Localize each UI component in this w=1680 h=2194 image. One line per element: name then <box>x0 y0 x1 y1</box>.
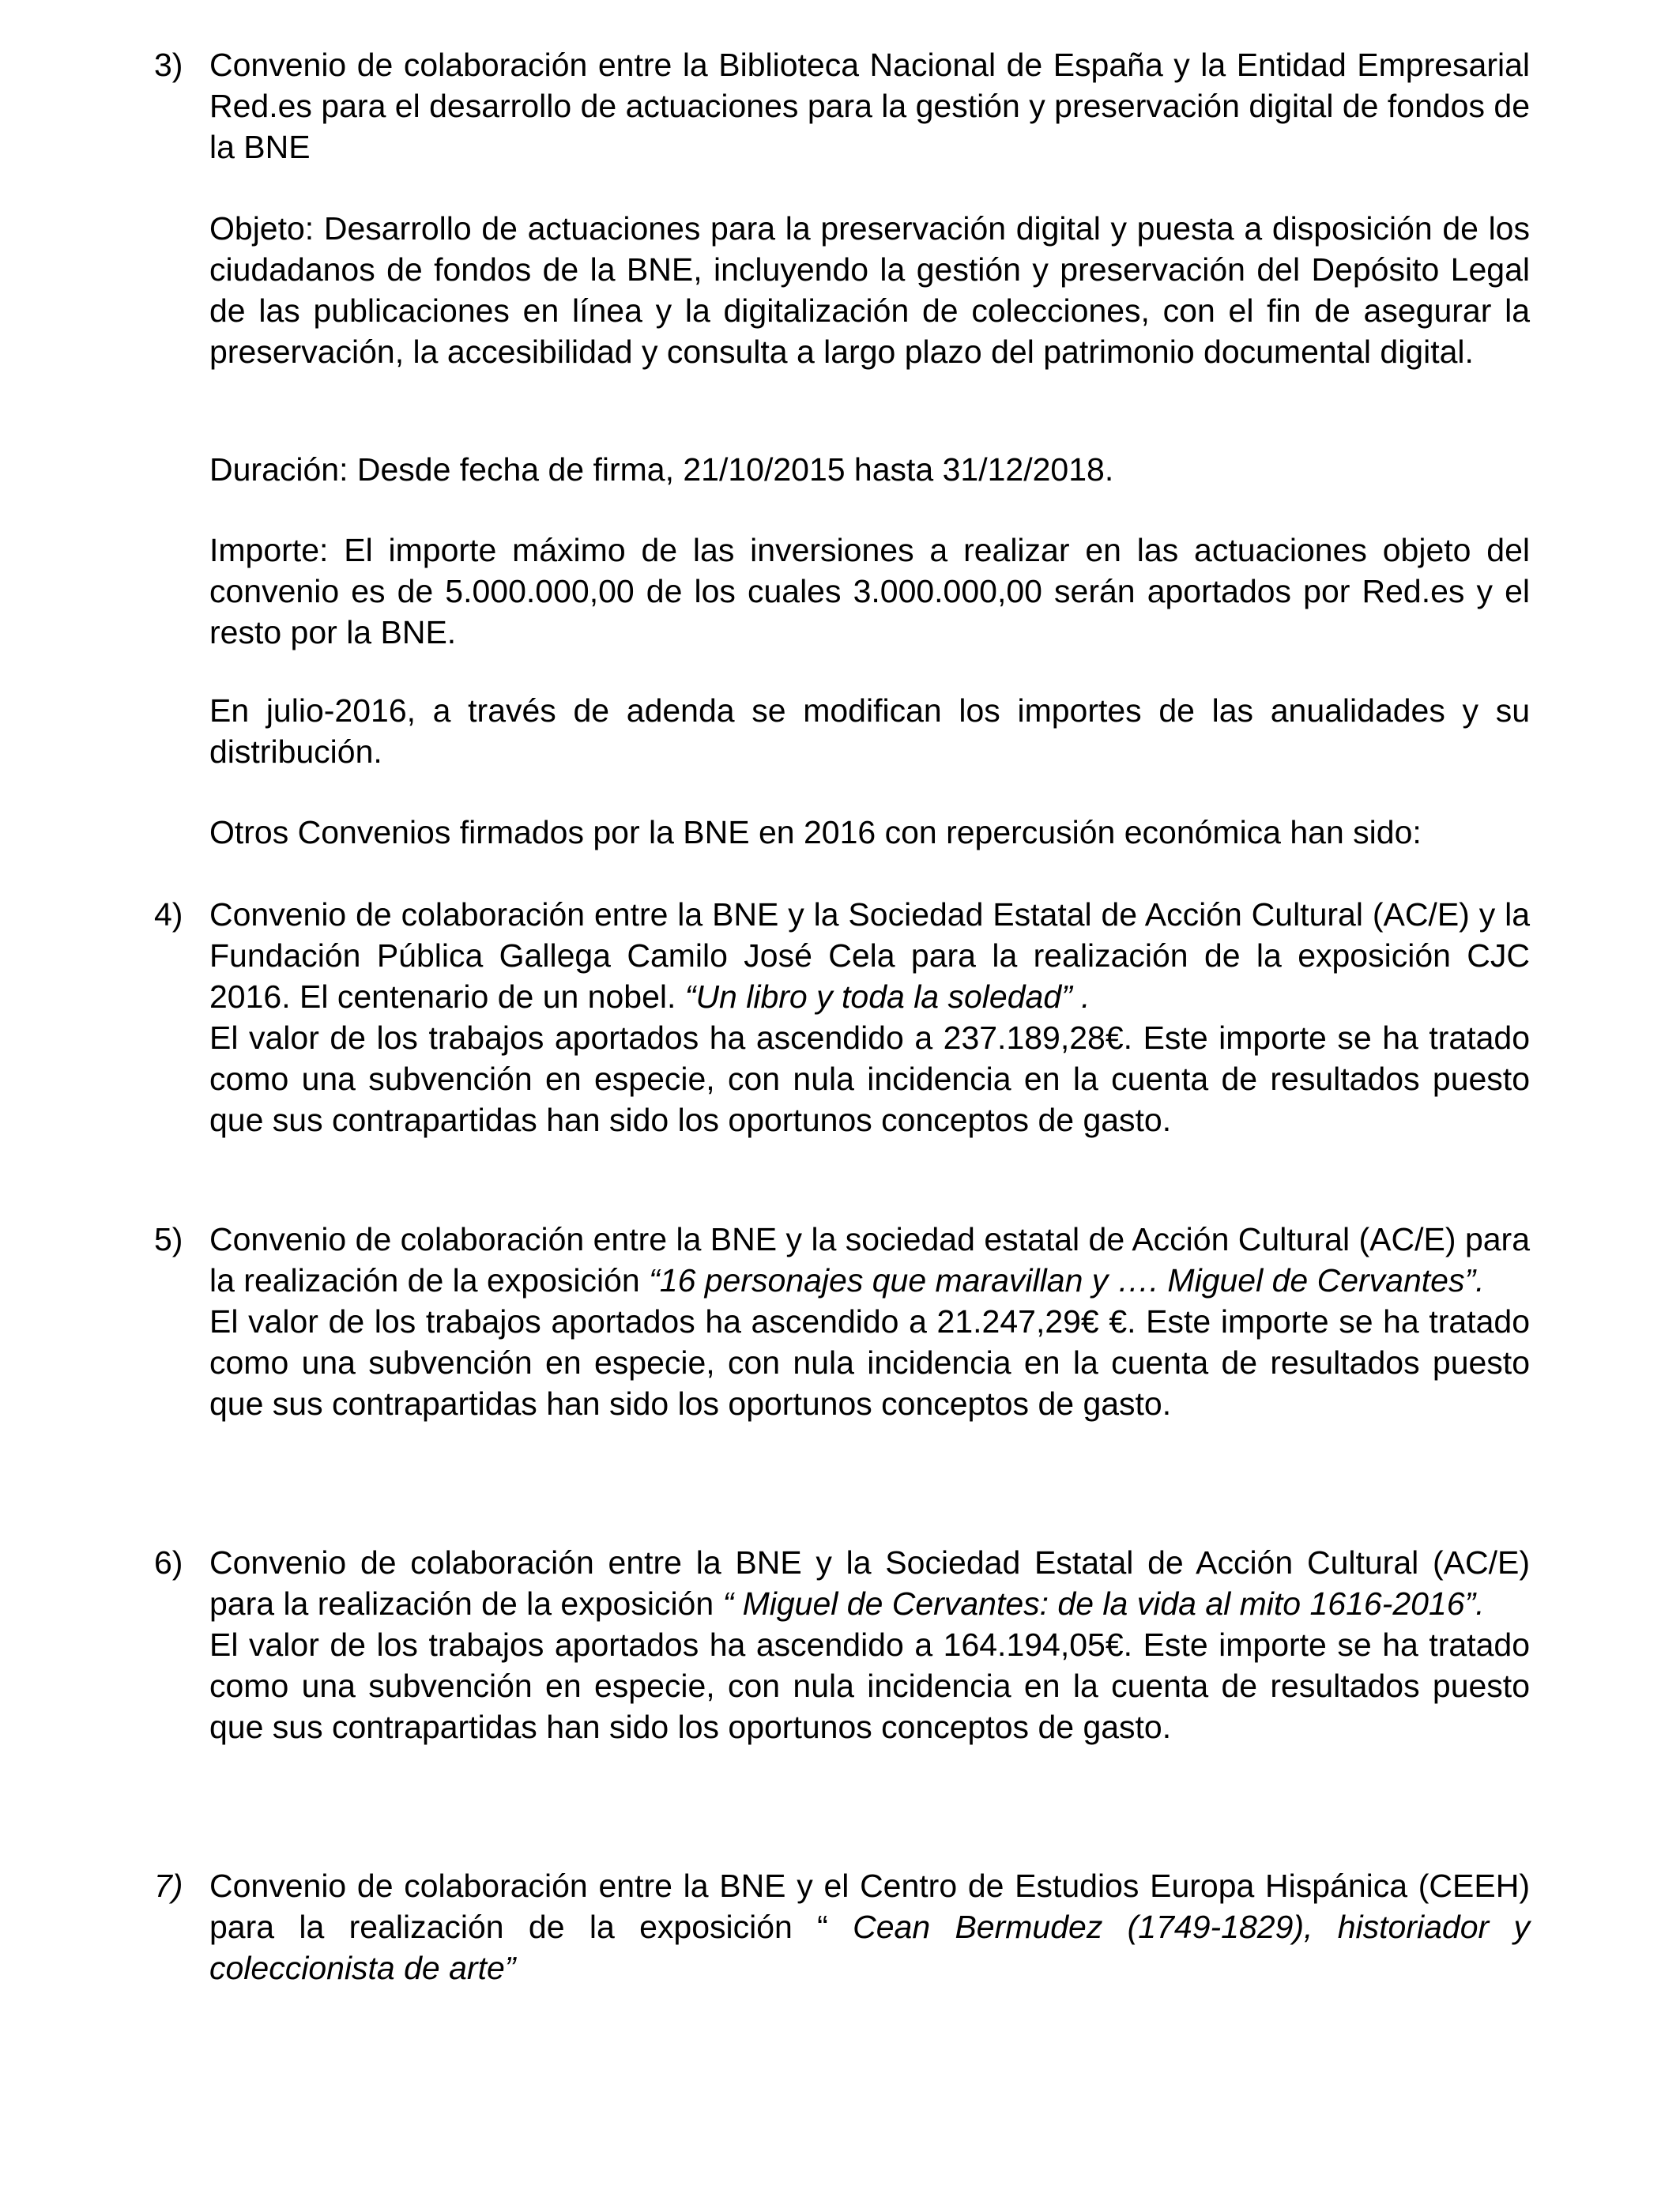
item-6-description: Convenio de colaboración entre la BNE y la Sociedad Estatal de Acción Cultural (AC/E) para la realización de la exposición <box>209 1544 1530 1622</box>
item-3-title: Convenio de colaboración entre la Biblioteca Nacional de España y la Entidad Empresarial Red.es para el desarrollo de actuaciones para la gestión y preservación digital de fondos de la BNE <box>209 47 1530 165</box>
list-item-5 <box>154 1219 1530 1424</box>
item-7-text <box>209 1865 1530 1989</box>
item-4-valor: El valor de los trabajos aportados ha ascendido a 237.189,28€. Este importe se ha tratado como una subvención en especie, con nula incidencia en la cuenta de resultados puesto que sus contrapartidas han sido los oportunos conceptos de gasto. <box>209 1020 1530 1138</box>
item-4-text <box>209 894 1530 1017</box>
list-item-6 <box>154 1542 1530 1747</box>
item-number: 6) <box>154 1544 183 1581</box>
item-3-importe: Importe: El importe máximo de las inversiones a realizar en las actuaciones objeto del convenio es de 5.000.000,00 de los cuales 3.000.000,00 serán aportados por Red.es y el resto por la BNE. <box>209 532 1530 650</box>
item-5-text <box>209 1219 1530 1301</box>
item-6-text <box>209 1542 1530 1624</box>
item-6-valor: El valor de los trabajos aportados ha ascendido a 164.194,05€. Este importe se ha tratado como una subvención en especie, con nula incidencia en la cuenta de resultados puesto que sus contrapartidas han sido los oportunos conceptos de gasto. <box>209 1627 1530 1745</box>
item-7-description: Convenio de colaboración entre la BNE y el Centro de Estudios Europa Hispánica (CEEH) para la realización de la exposición “ <box>209 1868 1530 1945</box>
item-number: 4) <box>154 896 183 933</box>
intro-otros-convenios: Otros Convenios firmados por la BNE en 2016 con repercusión económica han sido: <box>209 814 1422 850</box>
item-7-exhibition-title: Cean Bermudez (1749-1829), historiador y coleccionista de arte” <box>209 1909 1530 1986</box>
item-number: 5) <box>154 1221 183 1257</box>
item-number: 7) <box>154 1868 183 1904</box>
list-item-3 <box>154 44 1530 168</box>
item-4-description: Convenio de colaboración entre la BNE y la Sociedad Estatal de Acción Cultural (AC/E) y la Fundación Pública Gallega Camilo José Cela para la realización de la exposición CJC 2016. El centenario de un nobel. <box>209 896 1530 1015</box>
item-3-adenda: En julio-2016, a través de adenda se modifican los importes de las anualidades y su distribución. <box>209 692 1530 770</box>
item-4-exhibition-title: “Un libro y toda la soledad” . <box>684 978 1090 1015</box>
item-5-valor: El valor de los trabajos aportados ha ascendido a 21.247,29€ €. Este importe se ha tratado como una subvención en especie, con nula incidencia en la cuenta de resultados puesto que sus contrapartidas han sido los oportunos conceptos de gasto. <box>209 1303 1530 1422</box>
item-5-description: Convenio de colaboración entre la BNE y la sociedad estatal de Acción Cultural (AC/E) para la realización de la exposición <box>209 1221 1530 1299</box>
item-3-objeto: Objeto: Desarrollo de actuaciones para la preservación digital y puesta a disposición de los ciudadanos de fondos de la BNE, incluyendo la gestión y preservación del Depósito Legal de las publicaciones en línea y la digitalización de colecciones, con el fin de asegurar la preservación, la accesibilidad y consulta a largo plazo del patrimonio documental digital. <box>209 210 1530 370</box>
list-item-7 <box>154 1865 1530 1989</box>
item-5-exhibition-title: “16 personajes que maravillan y …. Miguel de Cervantes”. <box>649 1262 1485 1299</box>
item-3-duracion: Duración: Desde fecha de firma, 21/10/2015 hasta 31/12/2018. <box>209 451 1114 488</box>
list-item-4 <box>154 894 1530 1140</box>
item-6-exhibition-title: “ Miguel de Cervantes: de la vida al mito 1616-2016”. <box>722 1585 1485 1622</box>
item-number: 3) <box>154 47 183 83</box>
